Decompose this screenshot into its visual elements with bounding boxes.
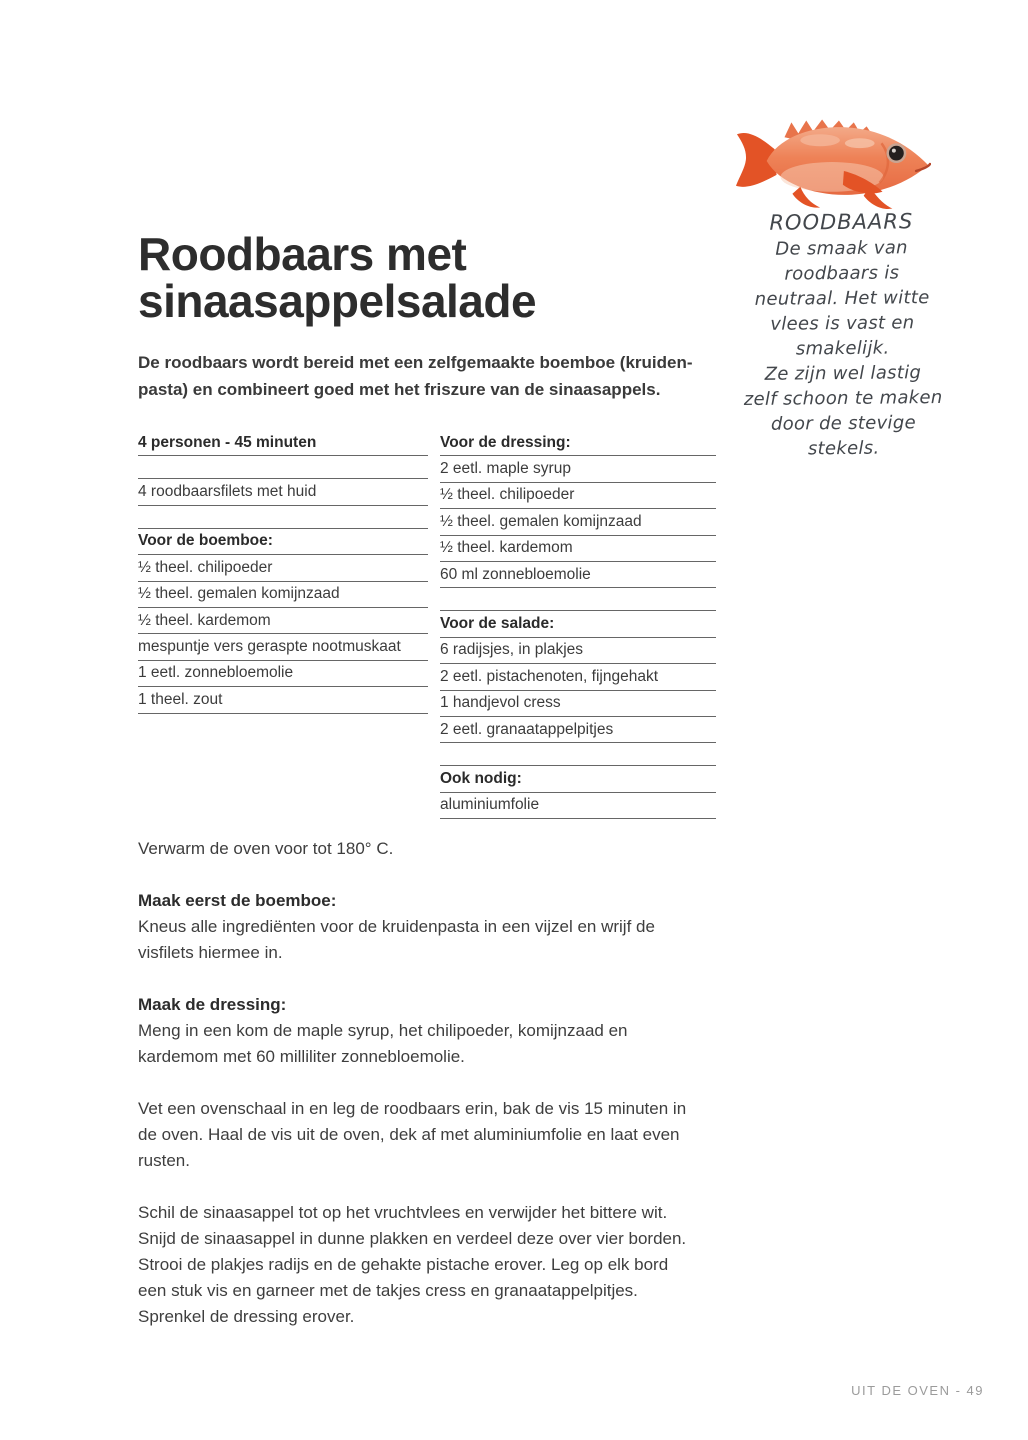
recipe-intro: [138, 349, 728, 403]
ingredient-row: ½ theel. chilipoeder: [440, 483, 716, 509]
recipe-title: [138, 228, 658, 327]
ingredient-row: mespuntje vers geraspte nootmuskaat: [138, 634, 428, 660]
recipe-intro-line: De roodbaars wordt bereid met een zelfgemaakte boemboe (kruiden-: [138, 353, 693, 372]
margin-note: [739, 207, 947, 462]
ingredient-group-header: Voor de dressing:: [440, 430, 716, 456]
instruction-paragraph: [138, 888, 738, 966]
ingredient-group-header: Ook nodig:: [440, 766, 716, 792]
ingredient-row: ½ theel. chilipoeder: [138, 555, 428, 581]
ingredient-group: [440, 430, 716, 588]
margin-note-line: Ze zijn wel lastig: [764, 362, 922, 385]
instruction-line: Sprenkel de dressing erover.: [138, 1307, 355, 1326]
ingredient-row: ½ theel. kardemom: [138, 608, 428, 634]
instruction-line: Schil de sinaasappel tot op het vruchtvlees en verwijder het bittere wit.: [138, 1203, 668, 1222]
margin-note-line: stekels.: [807, 437, 880, 460]
instruction-line: Meng in een kom de maple syrup, het chilipoeder, komijnzaad en: [138, 1021, 628, 1040]
ingredient-row: 1 theel. zout: [138, 687, 428, 713]
instruction-line: Verwarm de oven voor tot 180° C.: [138, 839, 394, 858]
margin-note-line: roodbaars is: [784, 262, 900, 285]
ingredient-row: 6 radijsjes, in plakjes: [440, 638, 716, 664]
instruction-heading: Maak de dressing:: [138, 995, 287, 1014]
ingredient-group: [138, 430, 428, 456]
instruction-line: Snijd de sinaasappel in dunne plakken en verdeel deze over vier borden.: [138, 1229, 687, 1248]
recipe-intro-line: pasta) en combineert goed met het friszure van de sinaasappels.: [138, 380, 661, 399]
instruction-line: kardemom met 60 milliliter zonnebloemolie.: [138, 1047, 465, 1066]
ingredient-group: [138, 478, 428, 505]
ingredient-group: [440, 610, 716, 743]
redfish-illustration-icon: [733, 114, 931, 216]
instructions: [138, 836, 738, 1330]
instruction-line: de oven. Haal de vis uit de oven, dek af met aluminiumfolie en laat even: [138, 1125, 680, 1144]
ingredient-row: 2 eetl. maple syrup: [440, 456, 716, 482]
ingredient-group: [138, 528, 428, 714]
instruction-line: visfilets hiermee in.: [138, 943, 283, 962]
margin-note-line: zelf schoon te maken: [743, 386, 943, 411]
ingredient-row: ½ theel. gemalen komijnzaad: [440, 509, 716, 535]
instruction-line: Kneus alle ingrediënten voor de kruidenpasta in een vijzel en wrijf de: [138, 917, 655, 936]
ingredient-group-header: Voor de boemboe:: [138, 529, 428, 555]
instruction-line: Vet een ovenschaal in en leg de roodbaars erin, bak de vis 15 minuten in: [138, 1099, 687, 1118]
ingredient-row: 4 roodbaarsfilets met huid: [138, 479, 428, 505]
ingredient-row: ½ theel. gemalen komijnzaad: [138, 582, 428, 608]
instruction-paragraph: [138, 1096, 738, 1174]
ingredient-row: ½ theel. kardemom: [440, 536, 716, 562]
ingredient-row: 2 eetl. granaatappelpitjes: [440, 717, 716, 743]
ingredient-group: [440, 765, 716, 819]
ingredient-row: 2 eetl. pistachenoten, fijngehakt: [440, 664, 716, 690]
margin-note-line: door de stevige: [770, 412, 917, 435]
instruction-line: een stuk vis en garneer met de takjes cress en granaatappelpitjes.: [138, 1281, 638, 1300]
page-footer: UIT DE OVEN - 49: [851, 1383, 984, 1398]
instruction-line: Strooi de plakjes radijs en de gehakte pistache erover. Leg op elk bord: [138, 1255, 669, 1274]
instruction-heading: Maak eerst de boemboe:: [138, 891, 337, 910]
ingredient-row: 1 eetl. zonnebloemolie: [138, 661, 428, 687]
ingredients-col-left: [138, 430, 428, 819]
ingredient-group-header: 4 personen - 45 minuten: [138, 430, 428, 456]
margin-note-line: neutraal. Het witte: [754, 287, 930, 310]
instruction-paragraph: [138, 992, 738, 1070]
recipe-title-line: Roodbaars met: [138, 228, 467, 280]
margin-note-title: ROODBAARS: [769, 209, 914, 235]
instruction-paragraph: [138, 836, 738, 862]
instruction-line: rusten.: [138, 1151, 190, 1170]
margin-note-line: smakelijk.: [795, 337, 890, 360]
instruction-paragraph: [138, 1200, 738, 1330]
ingredient-row: 60 ml zonnebloemolie: [440, 562, 716, 588]
margin-note-line: De smaak van: [775, 237, 908, 260]
ingredient-group-header: Voor de salade:: [440, 611, 716, 637]
recipe-title-line: sinaasappelsalade: [138, 275, 537, 327]
margin-note-line: vlees is vast en: [770, 312, 915, 335]
ingredients-col-right: [440, 430, 716, 819]
ingredients-section: [138, 430, 716, 819]
margin-note-body: [739, 235, 946, 462]
ingredient-row: aluminiumfolie: [440, 793, 716, 819]
ingredient-row: 1 handjevol cress: [440, 691, 716, 717]
